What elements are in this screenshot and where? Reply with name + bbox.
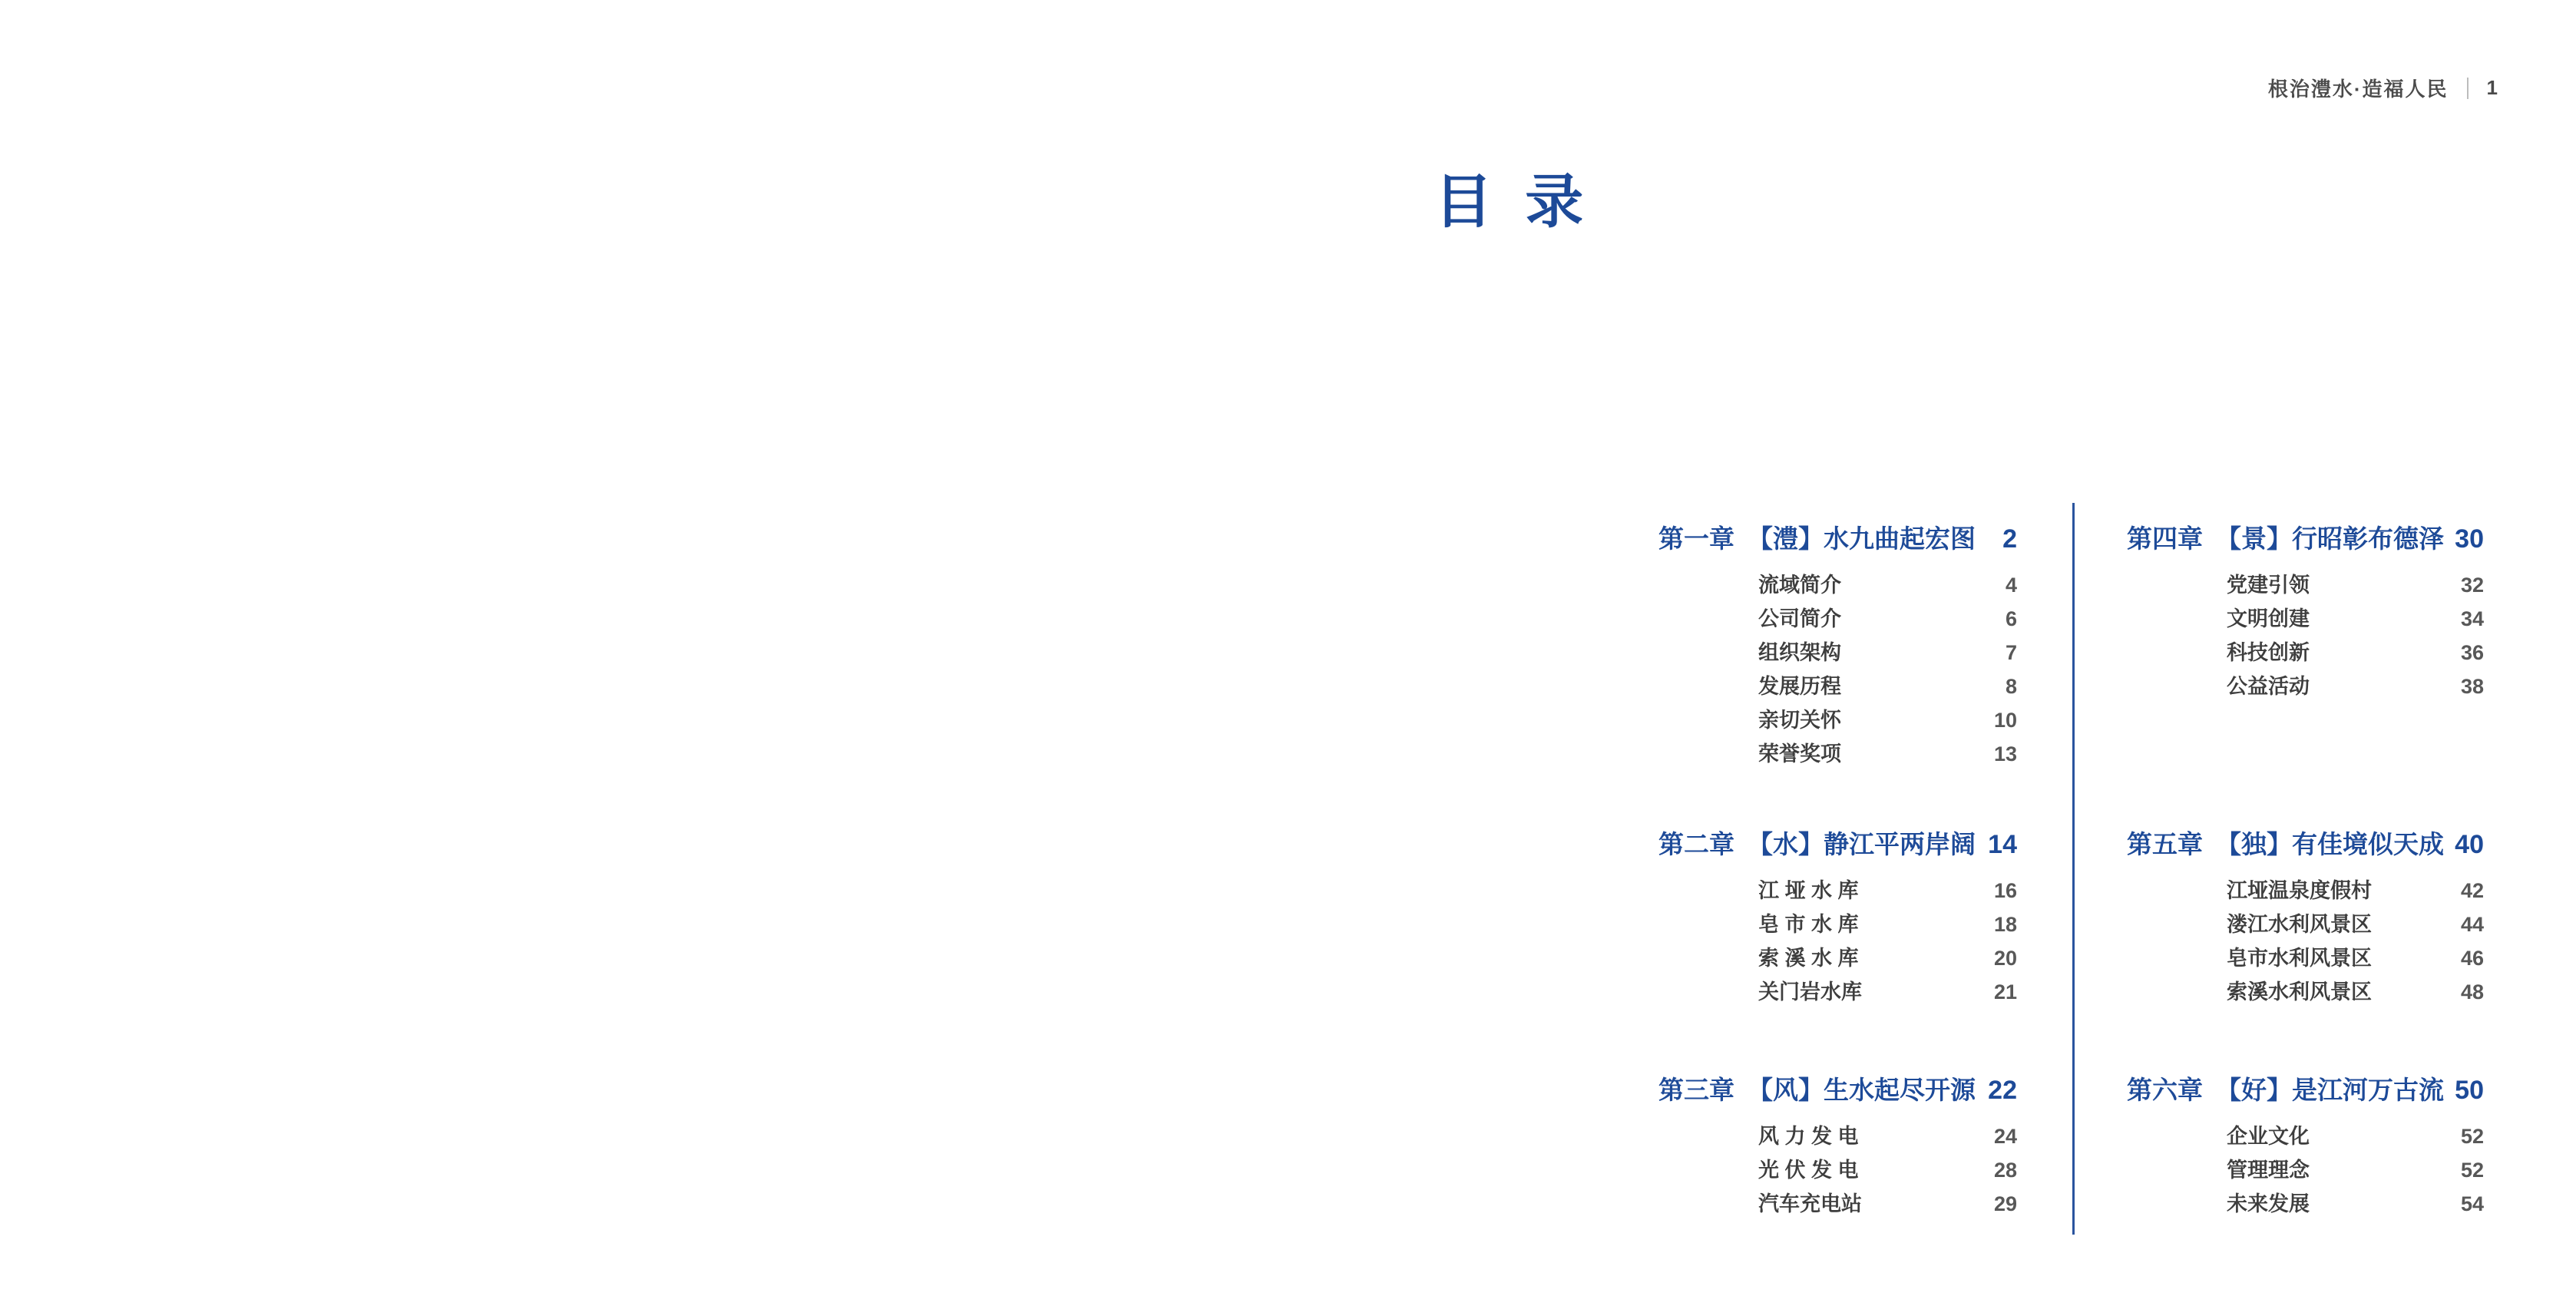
chapter-page-number: 30 [2455, 524, 2484, 554]
toc-item-page-number: 13 [1993, 742, 2017, 765]
toc-item-page-number: 28 [1993, 1159, 2017, 1182]
toc-item[interactable] [1658, 975, 2017, 1009]
toc-chapter-items [1658, 1119, 2017, 1221]
toc-item-page-number: 48 [2460, 980, 2484, 1003]
toc-chapter-items [1658, 874, 2017, 1009]
toc-item[interactable] [2127, 670, 2484, 703]
toc-item-label: 风 力 发 电 [1758, 1125, 1859, 1148]
toc-item-page-number: 32 [2460, 574, 2484, 597]
toc-item-label: 组织架构 [1758, 641, 1841, 664]
toc-chapter-items [1658, 568, 2017, 771]
toc-chapter-heading[interactable] [2127, 828, 2484, 861]
toc-item[interactable] [2127, 602, 2484, 636]
toc-item-label: 企业文化 [2227, 1125, 2310, 1148]
toc-item-page-number: 42 [2460, 879, 2484, 902]
toc-item-label: 发展历程 [1758, 675, 1841, 698]
chapter-heading-text [2127, 828, 2444, 861]
toc-item-page-number: 52 [2460, 1159, 2484, 1182]
toc-chapter-items [2127, 1119, 2484, 1221]
toc-item[interactable] [1658, 941, 2017, 975]
toc-chapter-heading[interactable] [1658, 1073, 2017, 1107]
toc-item[interactable] [2127, 636, 2484, 670]
chapter-heading-text [2127, 522, 2444, 556]
chapter-title: 【水】静江平两岸阔 [1748, 830, 1976, 858]
toc-item-page-number: 34 [2460, 607, 2484, 630]
toc-item-label: 索溪水利风景区 [2227, 980, 2372, 1003]
toc-item-page-number: 24 [1993, 1125, 2017, 1148]
toc-item[interactable] [1658, 874, 2017, 908]
toc-item[interactable] [1658, 670, 2017, 703]
toc-chapter [1658, 1073, 2017, 1221]
toc-chapter [2127, 828, 2484, 1009]
chapter-title: 【独】有佳境似天成 [2216, 830, 2444, 858]
toc-chapter [1658, 828, 2017, 1009]
toc-item-label: 汽车充电站 [1758, 1192, 1862, 1215]
chapter-heading-text [2127, 1073, 2444, 1107]
toc-item[interactable] [1658, 636, 2017, 670]
toc-item-label: 管理理念 [2227, 1159, 2310, 1182]
chapter-heading-text [1658, 828, 1976, 861]
chapter-page-number: 14 [1988, 830, 2017, 859]
toc-item[interactable] [2127, 941, 2484, 975]
toc-chapter-heading[interactable] [2127, 1073, 2484, 1107]
chapter-page-number: 40 [2455, 830, 2484, 859]
toc-item-page-number: 52 [2460, 1125, 2484, 1148]
toc-item-page-number: 21 [1993, 980, 2017, 1003]
toc-item-label: 荣誉奖项 [1758, 742, 1841, 765]
toc-item-label: 江 垭 水 库 [1758, 879, 1859, 902]
header-motto: 根治澧水·造福人民 [2267, 78, 2449, 101]
toc-item-label: 关门岩水库 [1758, 980, 1862, 1003]
toc-item-label: 索 溪 水 库 [1758, 947, 1859, 970]
toc-chapter [2127, 522, 2484, 703]
toc-item-page-number: 8 [2005, 675, 2017, 698]
toc-item[interactable] [2127, 1187, 2484, 1221]
toc-item-page-number: 10 [1993, 709, 2017, 732]
toc-item-page-number: 38 [2460, 675, 2484, 698]
toc-item-label: 科技创新 [2227, 641, 2310, 664]
toc-item-page-number: 44 [2460, 913, 2484, 936]
toc-item-label: 未来发展 [2227, 1192, 2310, 1215]
chapter-title: 【澧】水九曲起宏图 [1748, 524, 1976, 553]
chapter-page-number: 2 [2002, 524, 2017, 554]
toc-item-page-number: 20 [1993, 947, 2017, 970]
chapter-number-label: 第四章 [2127, 524, 2203, 553]
toc-chapter-heading[interactable] [1658, 828, 2017, 861]
toc-item[interactable] [2127, 1119, 2484, 1153]
toc-item-label: 流域简介 [1758, 574, 1841, 597]
toc-item-page-number: 46 [2460, 947, 2484, 970]
header-page-number: 1 [2486, 76, 2499, 99]
column-divider-line [2072, 503, 2075, 1235]
toc-item-label: 党建引领 [2227, 574, 2310, 597]
chapter-number-label: 第二章 [1658, 830, 1734, 858]
toc-item[interactable] [1658, 602, 2017, 636]
toc-item[interactable] [2127, 975, 2484, 1009]
toc-chapter-heading[interactable] [1658, 522, 2017, 556]
toc-item-page-number: 54 [2460, 1192, 2484, 1215]
toc-item-label: 公益活动 [2227, 675, 2310, 698]
toc-item-label: 公司简介 [1758, 607, 1841, 630]
toc-chapter-heading[interactable] [2127, 522, 2484, 556]
toc-chapter [2127, 1073, 2484, 1221]
toc-item[interactable] [2127, 908, 2484, 941]
toc-item-page-number: 6 [2005, 607, 2017, 630]
toc-item[interactable] [1658, 703, 2017, 737]
toc-item-page-number: 4 [2005, 574, 2017, 597]
chapter-page-number: 22 [1988, 1076, 2017, 1105]
toc-item-label: 溇江水利风景区 [2227, 913, 2372, 936]
page-title: 目 录 [1434, 170, 1584, 235]
toc-chapter [1658, 522, 2017, 771]
chapter-title: 【风】生水起尽开源 [1748, 1076, 1976, 1104]
chapter-number-label: 第三章 [1658, 1076, 1734, 1104]
toc-chapter-items [2127, 874, 2484, 1009]
chapter-number-label: 第六章 [2127, 1076, 2203, 1104]
chapter-heading-text [1658, 522, 1976, 556]
toc-item[interactable] [2127, 568, 2484, 602]
toc-item[interactable] [1658, 1153, 2017, 1187]
toc-item[interactable] [1658, 908, 2017, 941]
chapter-page-number: 50 [2455, 1076, 2484, 1105]
toc-chapter-items [2127, 568, 2484, 703]
toc-item[interactable] [1658, 737, 2017, 771]
toc-item-label: 皂市水利风景区 [2227, 947, 2372, 970]
chapter-heading-text [1658, 1073, 1976, 1107]
toc-item-page-number: 18 [1993, 913, 2017, 936]
chapter-title: 【景】行昭彰布德泽 [2216, 524, 2444, 553]
toc-item-page-number: 7 [2005, 641, 2017, 664]
toc-item-label: 江垭温泉度假村 [2227, 879, 2372, 902]
toc-item[interactable] [1658, 1119, 2017, 1153]
toc-item-label: 皂 市 水 库 [1758, 913, 1859, 936]
toc-item-label: 亲切关怀 [1758, 709, 1841, 732]
chapter-number-label: 第一章 [1658, 524, 1734, 553]
toc-item[interactable] [2127, 874, 2484, 908]
toc-item[interactable] [1658, 568, 2017, 602]
toc-item[interactable] [2127, 1153, 2484, 1187]
chapter-number-label: 第五章 [2127, 830, 2203, 858]
toc-item-page-number: 29 [1993, 1192, 2017, 1215]
toc-item-label: 文明创建 [2227, 607, 2310, 630]
chapter-title: 【好】是江河万古流 [2216, 1076, 2444, 1104]
toc-column-right [2127, 0, 2484, 1306]
toc-item-label: 光 伏 发 电 [1758, 1159, 1859, 1182]
toc-item-page-number: 16 [1993, 879, 2017, 902]
toc-item[interactable] [1658, 1187, 2017, 1221]
toc-column-left [1658, 0, 2017, 1306]
toc-item-page-number: 36 [2460, 641, 2484, 664]
